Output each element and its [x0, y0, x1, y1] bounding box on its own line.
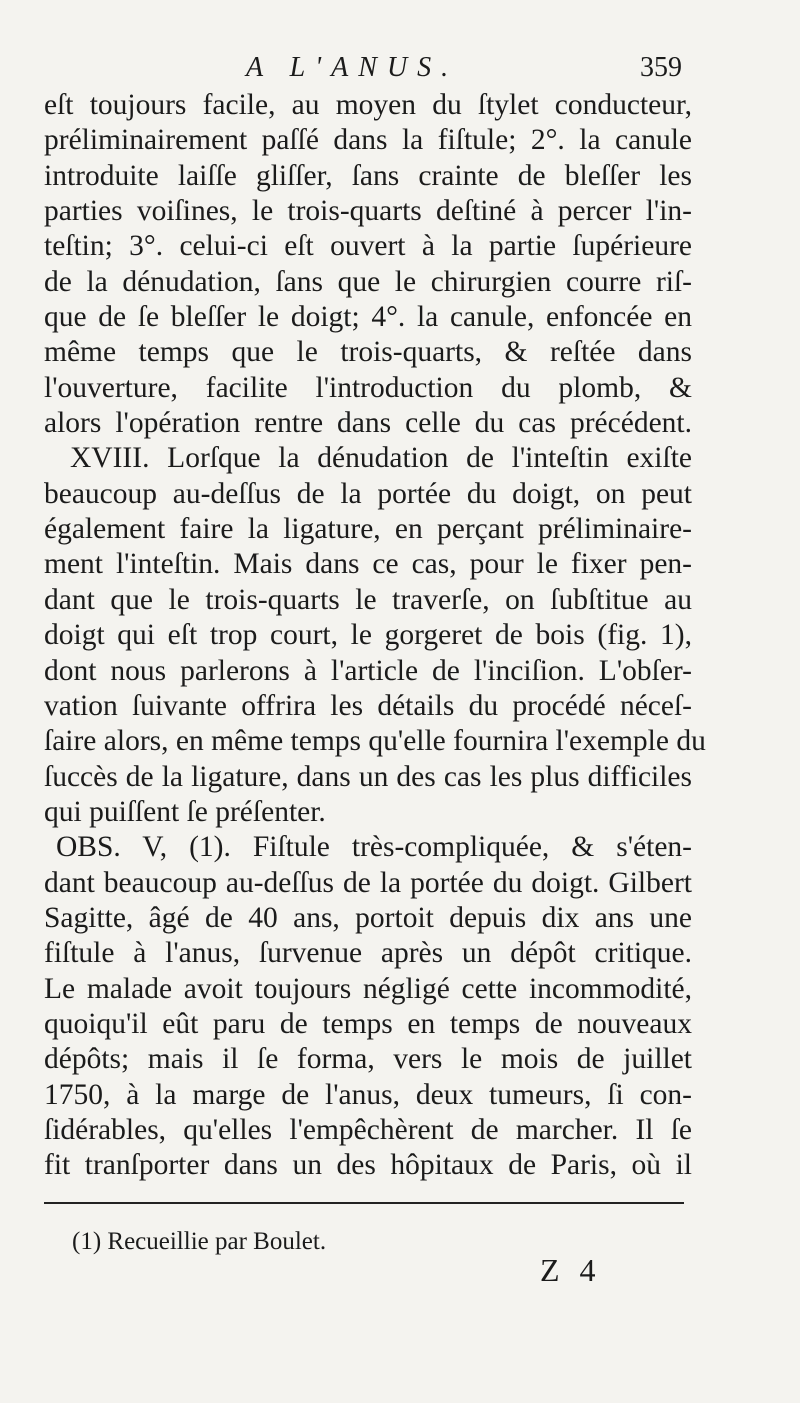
text-line: dont nous parlerons à l'article de l'inciſion. L'obſer- — [44, 654, 692, 687]
text-line: teſtin; 3°. celui-ci eſt ouvert à la partie ſupérieure — [44, 230, 692, 263]
text-line: parties voiſines, le trois-quarts deſtiné à percer l'in- — [44, 195, 692, 228]
text-line: l'ouverture, facilite l'introduction du plomb, & — [44, 371, 692, 404]
text-line: 1750, à la marge de l'anus, deux tumeurs, ſi con- — [44, 1078, 692, 1111]
page-number: 359 — [640, 52, 682, 83]
running-title: A L'ANUS. — [246, 52, 459, 83]
text-line: doigt qui eſt trop court, le gorgeret de bois (fig. 1), — [44, 619, 692, 652]
text-line: également faire la ligature, en perçant préliminaire- — [44, 513, 692, 546]
text-line: eſt toujours facile, au moyen du ſtylet conducteur, — [44, 89, 692, 121]
observation-heading-line: OBS. V, (1). Fiſtule très-compliquée, & s'éten- — [56, 831, 692, 864]
text-line: qui puiſſent ſe préſenter. — [44, 795, 326, 828]
text-line: même temps que le trois-quarts, & reſtée dans — [44, 336, 692, 369]
text-line: ment l'inteſtin. Mais dans ce cas, pour le fixer pen- — [44, 548, 692, 581]
text-line: préliminairement paſſé dans la fiſtule; 2°. la canule — [44, 124, 692, 157]
text-line: Sagitte, âgé de 40 ans, portoit depuis dix ans une — [44, 901, 692, 934]
running-head — [0, 52, 800, 92]
text-line: dant que le trois-quarts le traverſe, on ſubſtitue au — [44, 583, 692, 616]
text-line: ſaire alors, en même temps qu'elle fournira l'exemple du — [44, 725, 706, 758]
text-line: alors l'opération rentre dans celle du cas précédent. — [44, 407, 692, 440]
text-line: vation ſuivante offrira les détails du procédé néceſ- — [44, 689, 692, 722]
text-line: introduite laiſſe gliſſer, ſans crainte de bleſſer les — [44, 159, 692, 192]
text-line: de la dénudation, ſans que le chirurgien courre riſ- — [44, 265, 692, 298]
footnote: (1) Recueillie par Boulet. — [72, 1228, 327, 1255]
text-line: ſidérables, qu'elles l'empêchèrent de marcher. Il ſe — [44, 1113, 692, 1146]
text-line: dépôts; mais il ſe forma, vers le mois de juillet — [44, 1043, 692, 1076]
footnote-rule — [44, 1202, 684, 1204]
text-line: dant beaucoup au-deſſus de la portée du doigt. Gilbert — [44, 866, 692, 899]
section-heading-line: XVIII. Lorſque la dénudation de l'inteſtin exiſte — [70, 442, 692, 475]
text-line: fiſtule à l'anus, ſurvenue après un dépôt critique. — [44, 937, 692, 970]
text-line: beaucoup au-deſſus de la portée du doigt, on peut — [44, 477, 692, 510]
text-line: fit tranſporter dans un des hôpitaux de Paris, où il — [44, 1149, 692, 1182]
body-text — [44, 88, 706, 1184]
text-line: Le malade avoit toujours négligé cette incommodité, — [44, 972, 692, 1005]
text-line: ſuccès de la ligature, dans un des cas les plus difficiles — [44, 760, 692, 793]
signature-mark: Z 4 — [540, 1252, 602, 1288]
text-line: quoiqu'il eût paru de temps en temps de nouveaux — [44, 1007, 692, 1040]
text-line: que de ſe bleſſer le doigt; 4°. la canule, enfoncée en — [44, 301, 692, 334]
